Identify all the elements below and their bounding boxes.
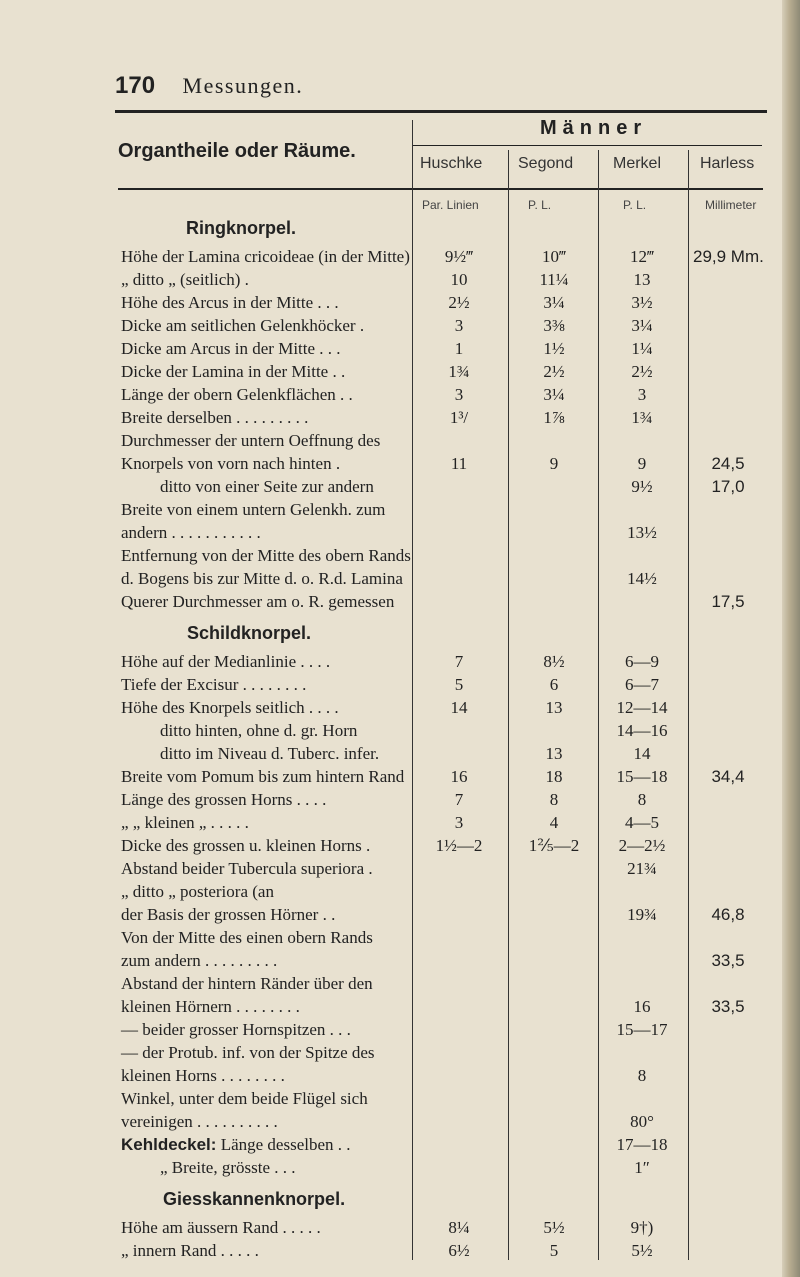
- table-row: [0, 1156, 800, 1179]
- cell-segond: 1½: [543, 339, 565, 358]
- cell-segond: 13: [545, 744, 563, 763]
- table-row: [0, 268, 800, 291]
- cell-huschke: 6½: [448, 1241, 470, 1260]
- row-label: Von der Mitte des einen obern Rands: [121, 928, 373, 947]
- row-label: Kehldeckel: Länge desselben . .: [121, 1135, 351, 1154]
- row-label: Querer Durchmesser am o. R. gemessen: [121, 592, 395, 611]
- header-rule: [118, 188, 763, 190]
- section-title: Giesskannenknorpel.: [163, 1189, 346, 1209]
- column-head-huschke: Huschke: [420, 155, 483, 172]
- cell-huschke: 7: [454, 790, 464, 809]
- cell-harless: 33,5: [711, 997, 745, 1016]
- table-row: [0, 811, 800, 834]
- table-row: [0, 857, 800, 880]
- row-header-title: Organtheile oder Räume.: [118, 140, 356, 162]
- row-label: Abstand der hintern Ränder über den: [121, 974, 373, 993]
- row-label: — beider grosser Hornspitzen . . .: [121, 1020, 351, 1039]
- row-label: — der Protub. inf. von der Spitze des: [121, 1043, 375, 1062]
- cell-segond: 3¼: [543, 385, 565, 404]
- cell-merkel: 1¼: [631, 339, 653, 358]
- cell-merkel: 2—2½: [618, 836, 666, 855]
- cell-huschke: 3: [454, 813, 464, 832]
- cell-harless: 24,5: [711, 454, 745, 473]
- cell-huschke: 1³/: [449, 408, 469, 427]
- row-label: Dicke am Arcus in der Mitte . . .: [121, 339, 341, 358]
- row-label: andern . . . . . . . . . . .: [121, 523, 261, 542]
- row-label: ditto im Niveau d. Tuberc. infer.: [160, 744, 380, 763]
- cell-merkel: 16: [633, 997, 651, 1016]
- cell-merkel: 3: [637, 385, 647, 404]
- cell-merkel: 17—18: [616, 1135, 668, 1154]
- cell-huschke: 8¼: [448, 1218, 470, 1237]
- cell-merkel: 3½: [631, 293, 653, 312]
- table-row: [0, 972, 800, 995]
- row-label: Länge der obern Gelenkflächen . .: [121, 385, 353, 404]
- page-header: [115, 72, 303, 102]
- table-row: [0, 719, 800, 742]
- column-head-merkel: Merkel: [613, 155, 662, 172]
- cell-segond: 13: [545, 698, 563, 717]
- top-rule: [115, 110, 767, 113]
- cell-harless: 33,5: [711, 951, 745, 970]
- table-row: [0, 1110, 800, 1133]
- row-label: vereinigen . . . . . . . . . .: [121, 1112, 278, 1131]
- section-title: Ringknorpel.: [186, 218, 297, 238]
- cell-merkel: 14—16: [616, 721, 668, 740]
- cell-segond: 2½: [543, 362, 565, 381]
- cell-merkel: 6—9: [625, 652, 659, 671]
- table-row: [0, 903, 800, 926]
- cell-huschke: 5: [454, 675, 464, 694]
- row-label: Breite vom Pomum bis zum hintern Rand: [121, 767, 405, 786]
- row-label: Dicke der Lamina in der Mitte . .: [121, 362, 346, 381]
- row-label: Knorpels von vorn nach hinten .: [121, 454, 341, 473]
- cell-segond: 6: [549, 675, 559, 694]
- cell-segond: 10‴: [541, 247, 567, 266]
- cell-huschke: 16: [450, 767, 468, 786]
- cell-huschke: 2½: [448, 293, 470, 312]
- table-row: [0, 429, 800, 452]
- table-row: [0, 949, 800, 972]
- row-label: Dicke des grossen u. kleinen Horns .: [121, 836, 371, 855]
- cell-merkel: 14: [633, 744, 651, 763]
- column-head-segond: Segond: [518, 155, 574, 172]
- row-label: Dicke am seitlichen Gelenkhöcker .: [121, 316, 365, 335]
- table-row: [0, 383, 800, 406]
- row-label: d. Bogens bis zur Mitte d. o. R.d. Lamina: [121, 569, 403, 588]
- table-row: [0, 291, 800, 314]
- cell-merkel: 2½: [631, 362, 653, 381]
- row-label: Höhe auf der Medianlinie . . . .: [121, 652, 331, 671]
- row-label: Durchmesser der untern Oeffnung des: [121, 431, 381, 450]
- cell-segond: 18: [545, 767, 563, 786]
- table-row: [0, 406, 800, 429]
- cell-merkel: 19¾: [627, 905, 657, 924]
- row-label: „ Breite, grösste . . .: [160, 1158, 296, 1177]
- row-label: kleinen Hörnern . . . . . . . .: [121, 997, 300, 1016]
- table-row: [0, 880, 800, 903]
- table-row: [0, 567, 800, 590]
- cell-merkel: 9½: [631, 477, 653, 496]
- table-row: [0, 834, 800, 857]
- unit-segond: P. L.: [528, 198, 552, 212]
- cell-merkel: 14½: [627, 569, 657, 588]
- cell-merkel: 5½: [631, 1241, 653, 1260]
- cell-merkel: 8: [637, 790, 647, 809]
- table-row: [0, 1041, 800, 1064]
- cell-huschke: 7: [454, 652, 464, 671]
- group-rule: [412, 145, 762, 146]
- table-row: [0, 521, 800, 544]
- row-label: zum andern . . . . . . . . .: [121, 951, 278, 970]
- cell-huschke: 3: [454, 316, 464, 335]
- table-row: [0, 995, 800, 1018]
- cell-merkel: 80°: [630, 1112, 654, 1131]
- cell-segond: 8½: [543, 652, 565, 671]
- cell-segond: 1⅖—2: [528, 836, 580, 855]
- cell-huschke: 14: [450, 698, 468, 717]
- row-label: „ „ kleinen „ . . . . .: [121, 813, 249, 832]
- row-label: ditto von einer Seite zur andern: [160, 477, 374, 496]
- table-row: [0, 1064, 800, 1087]
- table-row: [0, 245, 800, 268]
- cell-merkel: 9: [637, 454, 647, 473]
- table-row: [0, 1216, 800, 1239]
- row-label: kleinen Horns . . . . . . . .: [121, 1066, 285, 1085]
- cell-harless: 34,4: [711, 767, 745, 786]
- table-row: [0, 498, 800, 521]
- cell-segond: 9: [549, 454, 559, 473]
- cell-merkel: 12‴: [629, 247, 655, 266]
- table-row: [0, 696, 800, 719]
- table-row: [0, 926, 800, 949]
- cell-segond: 1⅞: [543, 408, 565, 427]
- cell-harless: 46,8: [711, 905, 745, 924]
- cell-segond: 8: [549, 790, 559, 809]
- table-row: [0, 650, 800, 673]
- cell-segond: 5½: [543, 1218, 565, 1237]
- cell-merkel: 15—18: [616, 767, 668, 786]
- cell-merkel: 15—17: [616, 1020, 668, 1039]
- cell-harless: 17,5: [711, 592, 745, 611]
- table-row: [0, 360, 800, 383]
- cell-merkel: 13: [633, 270, 651, 289]
- unit-harless: Millimeter: [705, 198, 757, 212]
- row-label: der Basis der grossen Hörner . .: [121, 905, 336, 924]
- row-label: ditto hinten, ohne d. gr. Horn: [160, 721, 358, 740]
- cell-merkel: 12—14: [616, 698, 668, 717]
- table-row: [0, 1133, 800, 1156]
- cell-huschke: 1: [454, 339, 464, 358]
- row-label: Höhe am äussern Rand . . . . .: [121, 1218, 321, 1237]
- cell-segond: 5: [549, 1241, 559, 1260]
- table-row: [0, 590, 800, 613]
- row-label: „ ditto „ (seitlich) .: [121, 270, 249, 289]
- row-label: Höhe des Arcus in der Mitte . . .: [121, 293, 339, 312]
- group-title: Männer: [540, 117, 648, 139]
- column-head-harless: Harless: [700, 155, 755, 172]
- cell-huschke: 9½‴: [444, 247, 474, 266]
- cell-merkel: 13½: [627, 523, 657, 542]
- unit-huschke: Par. Linien: [422, 198, 479, 212]
- table-row: [0, 1018, 800, 1041]
- table-row: [0, 673, 800, 696]
- row-label: Winkel, unter dem beide Flügel sich: [121, 1089, 368, 1108]
- row-label: „ innern Rand . . . . .: [121, 1241, 259, 1260]
- table-row: [0, 452, 800, 475]
- cell-merkel: 9†): [630, 1218, 654, 1237]
- table-row: [0, 337, 800, 360]
- cell-segond: 3¼: [543, 293, 565, 312]
- table-row: [0, 765, 800, 788]
- cell-merkel: 4—5: [625, 813, 659, 832]
- cell-huschke: 11: [450, 454, 468, 473]
- section-title: Schildknorpel.: [187, 623, 312, 643]
- cell-segond: 3⅜: [543, 316, 565, 335]
- cell-huschke: 10: [450, 270, 468, 289]
- table-row: [0, 1087, 800, 1110]
- cell-merkel: 1″: [634, 1158, 650, 1177]
- table-row: [0, 544, 800, 567]
- unit-merkel: P. L.: [623, 198, 647, 212]
- running-head: Messungen.: [182, 73, 304, 98]
- cell-harless: 29,9 Mm.: [693, 247, 764, 266]
- cell-merkel: 6—7: [625, 675, 659, 694]
- cell-merkel: 21¾: [627, 859, 657, 878]
- cell-huschke: 1¾: [448, 362, 470, 381]
- row-label: Tiefe der Excisur . . . . . . . .: [121, 675, 307, 694]
- table-row: [0, 314, 800, 337]
- row-label: Abstand beider Tubercula superiora .: [121, 859, 373, 878]
- cell-huschke: 1½—2: [435, 836, 483, 855]
- row-label: Breite derselben . . . . . . . . .: [121, 408, 309, 427]
- cell-merkel: 8: [637, 1066, 647, 1085]
- cell-huschke: 3: [454, 385, 464, 404]
- table-row: [0, 1239, 800, 1262]
- row-label: Länge des grossen Horns . . . .: [121, 790, 327, 809]
- row-label: Entfernung von der Mitte des obern Rands: [121, 546, 411, 565]
- row-label: Höhe der Lamina cricoideae (in der Mitte): [121, 247, 410, 266]
- row-label: Höhe des Knorpels seitlich . . . .: [121, 698, 339, 717]
- cell-merkel: 1¾: [631, 408, 653, 427]
- cell-harless: 17,0: [711, 477, 745, 496]
- page-number: 170: [115, 72, 156, 99]
- table-row: [0, 788, 800, 811]
- table-row: [0, 742, 800, 765]
- row-label: „ ditto „ posteriora (an: [121, 882, 274, 901]
- cell-segond: 4: [549, 813, 559, 832]
- table-row: [0, 475, 800, 498]
- cell-merkel: 3¼: [631, 316, 653, 335]
- cell-segond: 11¼: [539, 270, 569, 289]
- row-label: Breite von einem untern Gelenkh. zum: [121, 500, 386, 519]
